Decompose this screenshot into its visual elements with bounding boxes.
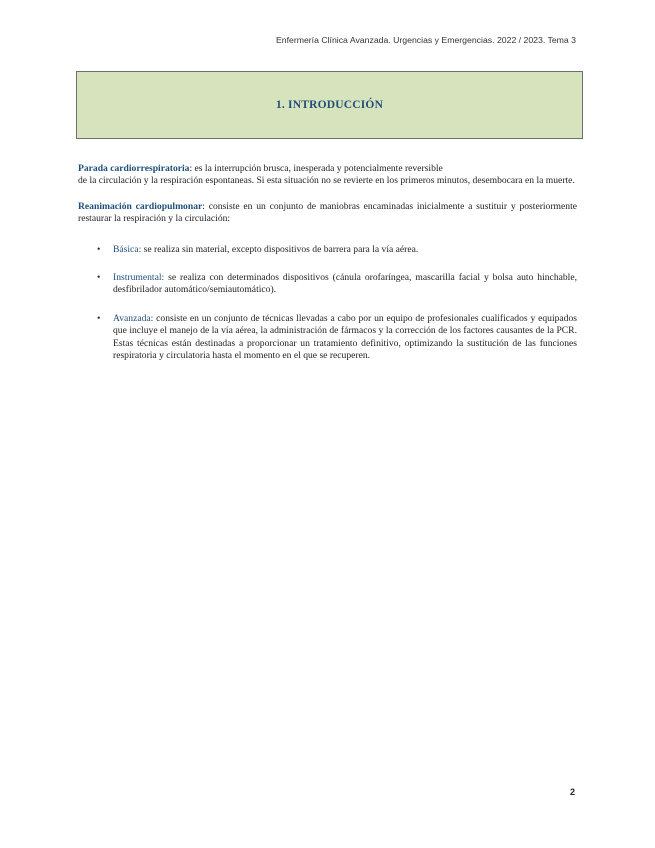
list-item (78, 244, 577, 256)
page-number: 2 (570, 787, 576, 797)
list-item (78, 313, 577, 363)
list-item-term: Básica: (113, 243, 142, 255)
bullet-icon: • (97, 312, 101, 324)
bullet-icon: • (97, 272, 101, 284)
list-item-text: consiste en un conjunto de técnicas llevadas a cabo por un equipo de profesionales cualificados y equipados que incluye el manejo de la vía aérea, la administración de fármacos y la corrección de los factores causantes de la PCR. Estas técnicas están destinadas a proporcionar un tratamiento definitivo, optimizando la sustitución de las funciones respiratoria y circulatoria hasta el momento en el que se recuperen. (113, 312, 577, 362)
paragraph-definition-pcr (78, 163, 577, 188)
list-item-term: Avanzada: (113, 312, 154, 324)
rcp-types-list (78, 244, 577, 363)
list-item-text: se realiza sin material, excepto dispositivos de barrera para la vía aérea. (141, 243, 419, 255)
paragraph-definition-rcp (78, 201, 577, 226)
section-title: 1. INTRODUCCIÓN (275, 99, 384, 111)
list-item (78, 272, 577, 297)
list-item-text: se realiza con determinados dispositivos (cánula orofaríngea, mascarilla facial y bolsa auto hinchable, desfibrilador automático/semiautomático). (113, 272, 577, 296)
term-parada-cardiorrespiratoria: Parada cardiorrespiratoria (78, 163, 190, 174)
bullet-icon: • (97, 243, 101, 255)
paragraph-text: : consiste en un conjunto de maniobras encaminadas inicialmente a sustituir y posteriormente restaurar la respiración y la circulación: (78, 200, 577, 225)
list-item-term: Instrumental: (113, 272, 165, 284)
paragraph-text: de la circulación y la respiración espontaneas. Si esta situación no se revierte en los primeros minutos, desembocara en la muerte. (78, 175, 575, 187)
section-heading-box (76, 71, 583, 139)
paragraph-text: : es la interrupción brusca, inesperada y potencialmente reversible (189, 163, 443, 174)
page-header: Enfermería Clínica Avanzada. Urgencias y Emergencias. 2022 / 2023. Tema 3 (275, 35, 576, 45)
document-body (78, 163, 577, 378)
term-reanimacion-cardiopulmonar: Reanimación cardiopulmonar (78, 200, 203, 212)
